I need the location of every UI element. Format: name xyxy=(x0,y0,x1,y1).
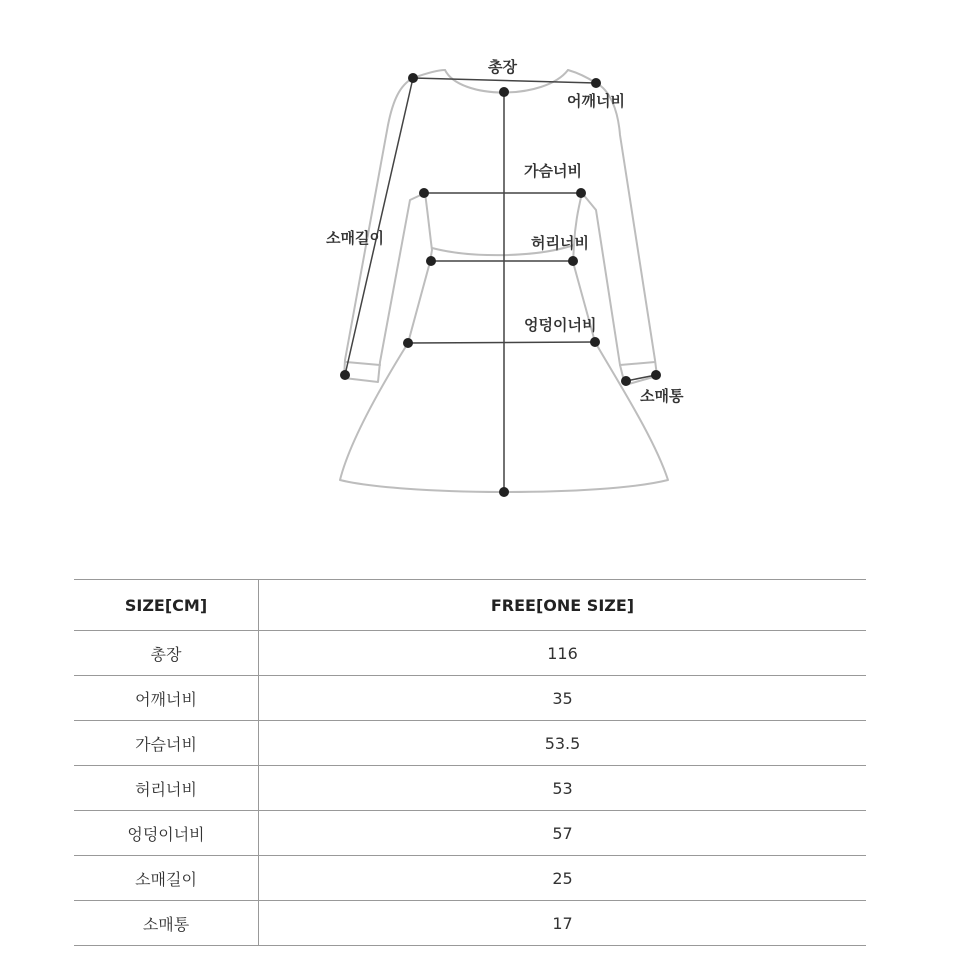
point-hip-left xyxy=(403,338,413,348)
row-label: 허리너비 xyxy=(74,766,259,811)
point-hip-right xyxy=(590,337,600,347)
measure-lines xyxy=(345,78,656,492)
point-neck-center xyxy=(499,87,509,97)
row-value: 116 xyxy=(259,631,867,676)
table-row xyxy=(74,811,866,856)
label-waist-width: 허리너비 xyxy=(531,234,589,252)
point-hem-center xyxy=(499,487,509,497)
label-total-length: 총장 xyxy=(488,58,517,76)
hip-line xyxy=(408,342,595,343)
sleeve-length-line xyxy=(345,78,413,375)
row-value: 53 xyxy=(259,766,867,811)
label-hip-width: 엉덩이너비 xyxy=(524,316,597,334)
label-sleeve-opening: 소매통 xyxy=(640,387,684,405)
point-shoulder-left xyxy=(408,73,418,83)
row-value: 35 xyxy=(259,676,867,721)
row-value: 25 xyxy=(259,856,867,901)
measure-labels xyxy=(326,58,684,405)
row-value: 53.5 xyxy=(259,721,867,766)
table-row xyxy=(74,856,866,901)
point-chest-left xyxy=(419,188,429,198)
left-cuff xyxy=(346,362,380,365)
table-header-row xyxy=(74,580,866,631)
row-label: 소매길이 xyxy=(74,856,259,901)
point-cuff-outer xyxy=(651,370,661,380)
point-chest-right xyxy=(576,188,586,198)
point-sleeve-end xyxy=(340,370,350,380)
bodice-left xyxy=(408,193,432,343)
row-value: 17 xyxy=(259,901,867,946)
row-label: 엉덩이너비 xyxy=(74,811,259,856)
table-row xyxy=(74,676,866,721)
shoulder-line xyxy=(413,78,596,83)
table-row xyxy=(74,766,866,811)
label-shoulder-width: 어깨너비 xyxy=(567,92,625,110)
table-row xyxy=(74,721,866,766)
row-label: 어깨너비 xyxy=(74,676,259,721)
measure-points xyxy=(340,73,661,497)
right-cuff xyxy=(620,362,655,365)
row-label: 소매통 xyxy=(74,901,259,946)
header-size-unit: SIZE[CM] xyxy=(74,580,259,631)
label-sleeve-length: 소매길이 xyxy=(326,229,384,247)
row-label: 총장 xyxy=(74,631,259,676)
size-table-container xyxy=(74,579,866,946)
point-waist-right xyxy=(568,256,578,266)
row-value: 57 xyxy=(259,811,867,856)
table-row xyxy=(74,631,866,676)
point-waist-left xyxy=(426,256,436,266)
table-row xyxy=(74,901,866,946)
header-size-free: FREE[ONE SIZE] xyxy=(259,580,867,631)
row-label: 가슴너비 xyxy=(74,721,259,766)
point-shoulder-right xyxy=(591,78,601,88)
label-chest-width: 가슴너비 xyxy=(524,162,582,180)
point-cuff-inner xyxy=(621,376,631,386)
size-table xyxy=(74,579,866,946)
